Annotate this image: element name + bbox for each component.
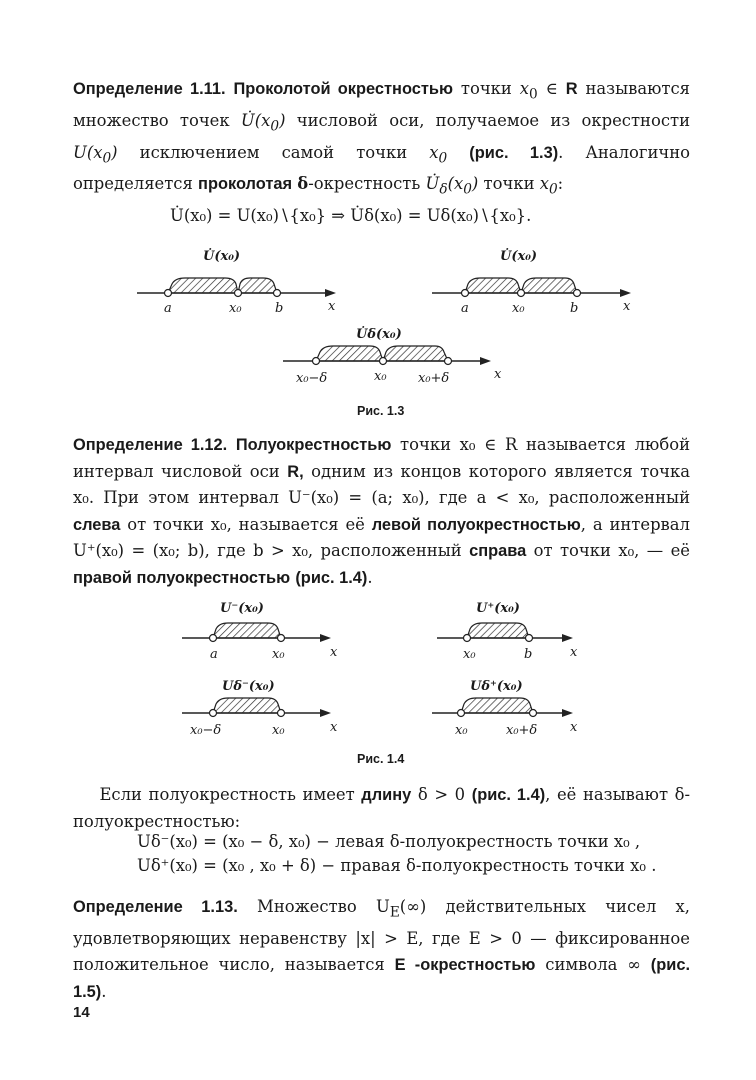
definition-1-11: Определение 1.11. Проколотой окрестностью точки $x_0$ ∈ R называются множество точек $U̇(x_0)$ числовой оси, получаемое из окрестности $U(x_0)$ исключением самой точки $x_0$ (рис. 1.3). Аналогично определяется проколотая δ-окрестность $U̇_\delta(x_0)$ точки $x_0$:	[73, 79, 691, 198]
diagram-right-delta-half	[432, 679, 578, 738]
math-length: δ > 0	[417, 785, 466, 804]
tick-label: x₀	[229, 301, 242, 316]
diagram-title: U⁻(x₀)	[220, 601, 264, 616]
term-punctured-neighborhood: Проколотой окрестностью	[233, 80, 453, 98]
text: символа ∞	[545, 955, 641, 975]
figure-1-3	[0, 240, 756, 390]
text: . Аналогично определяется	[73, 142, 690, 194]
tick-label: a	[461, 301, 469, 316]
math-x0: $x_0$	[539, 174, 558, 198]
tick-label: b	[570, 301, 579, 316]
diagram-title: Uδ⁻(x₀)	[222, 679, 275, 694]
math-delta: δ	[297, 174, 309, 194]
term-punctured: проколотая	[198, 175, 293, 194]
text: одним из концов которого является точка x₀. При этом интервал U⁻(x₀) = (a; x₀), где a < x₀, расположенный	[73, 461, 690, 507]
diagram-title: U̇δ(x₀)	[356, 327, 402, 342]
tick-label: x₀	[455, 723, 468, 738]
figure-ref: (рис. 1.3)	[469, 143, 559, 162]
formula-left-delta: Uδ⁻(x₀) = (x₀ − δ, x₀) − левая δ-полуокрестность точки x₀ ,	[137, 832, 641, 851]
diagram-left-half	[182, 601, 338, 662]
tick-label: x₀−δ	[190, 723, 222, 738]
tick-label: x₀	[374, 369, 387, 384]
term-right-half: правой полуокрестностью	[73, 568, 291, 587]
diagram-punctured-1	[137, 248, 336, 316]
formula-right-delta: Uδ⁺(x₀) = (x₀ , x₀ + δ) − правая δ-полуокрестность точки x₀ .	[137, 856, 657, 875]
diagram-left-delta-half	[182, 679, 338, 738]
term-left-half: левой полуокрестностью	[371, 515, 581, 534]
axis-label: x	[330, 720, 338, 735]
tick-label: a	[210, 647, 218, 662]
tick-label: x₀	[463, 647, 476, 662]
definition-label: Определение 1.11.	[73, 80, 226, 98]
text: (∞) действительных чисел x, удовлетворяющих неравенству |x| > E, где E > 0 — фиксированное положительное число, называется	[73, 897, 690, 975]
figure-ref: (рис. 1.5)	[73, 956, 690, 1001]
axis-label: x	[570, 720, 578, 735]
math-sub: 0	[529, 86, 538, 103]
math-R: R	[565, 80, 578, 98]
text: .	[101, 981, 107, 1001]
text: точки	[460, 79, 512, 98]
math-R: R,	[287, 462, 304, 481]
diagram-punctured-delta	[283, 326, 502, 386]
tick-label: x₀+δ	[418, 371, 450, 386]
tick-label: b	[524, 647, 533, 662]
word-length: длину	[361, 786, 412, 804]
axis-label: x	[623, 299, 631, 314]
text: , её называют δ-полуокрестностью:	[73, 785, 691, 831]
term-e-neighborhood: E -окрестностью	[394, 956, 536, 975]
diagram-title: U̇(x₀)	[500, 249, 538, 264]
text: исключением самой точки	[139, 142, 408, 162]
axis-label: x	[494, 367, 502, 382]
definition-label: Определение 1.12.	[73, 436, 228, 454]
diagram-title: Uδ⁺(x₀)	[470, 679, 523, 694]
text: точки x₀ ∈ R называется любой интервал числовой оси	[73, 435, 690, 481]
text: Множество U	[257, 897, 390, 916]
figure-ref: (рис. 1.4)	[295, 568, 368, 587]
text: от точки x₀, называется её	[127, 514, 365, 534]
word-right: справа	[469, 542, 527, 560]
page-number: 14	[73, 1004, 90, 1021]
word-left: слева	[73, 515, 121, 534]
definition-label: Определение 1.13.	[73, 898, 238, 916]
tick-label: b	[275, 301, 284, 316]
text: -окрестность	[308, 174, 421, 194]
text: точки	[483, 174, 535, 194]
figure-caption: Рис. 1.4	[357, 752, 405, 766]
diagram-title: U⁺(x₀)	[476, 601, 520, 616]
tick-label: x₀	[272, 647, 285, 662]
axis-label: x	[328, 299, 336, 314]
diagram-right-half	[437, 601, 578, 662]
math-x0: $x_0$	[429, 142, 448, 166]
tick-label: a	[164, 301, 172, 316]
math-Udot: $U̇(x_0)$	[240, 110, 286, 135]
math-U: $U(x_0)$	[73, 142, 118, 166]
tick-label: x₀−δ	[296, 371, 328, 386]
text: числовой оси, получаемое из окрестности	[296, 110, 691, 130]
definition-1-13	[73, 894, 690, 1005]
figure-1-4	[0, 594, 756, 744]
figure-ref: (рис. 1.4)	[471, 786, 546, 804]
math-Udelta: $U̇_\delta(x_0)$	[425, 174, 479, 198]
text: называются множество точек	[73, 79, 691, 130]
text: .	[367, 567, 373, 587]
term-half-neighborhood: Полуокрестностью	[235, 436, 392, 454]
math-x: x	[519, 79, 530, 98]
math-sub: E	[389, 904, 400, 921]
formula-punctured: U̇(x₀) = U(x₀)∖{x₀} ⇒ U̇δ(x₀) = Uδ(x₀)∖{x₀}.	[170, 206, 532, 225]
axis-label: x	[570, 645, 578, 660]
axis-label: x	[330, 645, 338, 660]
text: Если полуокрестность имеет	[99, 785, 355, 804]
text: от точки x₀, — её	[533, 541, 690, 560]
half-neighborhood-paragraph	[73, 782, 690, 835]
figure-caption: Рис. 1.3	[357, 404, 405, 418]
diagram-title: U̇(x₀)	[203, 249, 241, 264]
text: , а интервал U⁺(x₀) = (x₀; b), где b > x₀, расположенный	[73, 514, 690, 560]
definition-1-12	[73, 432, 690, 591]
tick-label: x₀+δ	[506, 723, 538, 738]
tick-label: x₀	[272, 723, 285, 738]
math-in: ∈	[545, 79, 558, 98]
diagram-punctured-2	[432, 248, 631, 316]
tick-label: x₀	[512, 301, 525, 316]
